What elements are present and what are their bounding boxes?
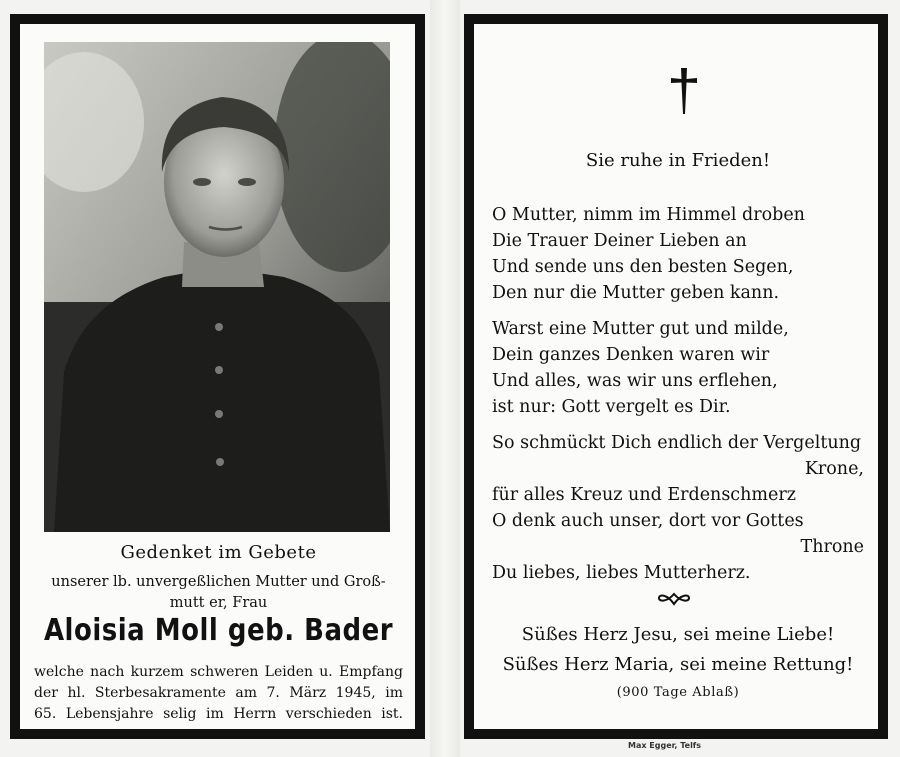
prayers: [492, 620, 864, 680]
printer-credit: Max Egger, Telfs: [628, 741, 702, 750]
death-line: der hl. Sterbesakramente am 7. März 1945, im: [34, 685, 403, 701]
prayer-line: Süßes Herz Jesu, sei meine Liebe!: [521, 624, 835, 645]
death-line: 65. Lebensjahre selig im Herrn verschieden ist.: [34, 706, 403, 722]
intro-line: unserer lb. unvergeßlichen Mutter und Groß-: [51, 574, 386, 590]
indulgence-note: (900 Tage Ablaß): [616, 685, 740, 700]
portrait-photo: [44, 42, 390, 532]
poem-line: So schmückt Dich endlich der Vergeltung: [492, 433, 862, 453]
intro-text: [34, 572, 403, 614]
poem-line: O denk auch unser, dort vor Gottes: [492, 511, 804, 531]
prayer-line: Süßes Herz Maria, sei meine Rettung!: [502, 654, 854, 675]
poem-stanza-2: [492, 316, 864, 420]
poem-line: Krone,: [804, 459, 864, 479]
rest-in-peace: Sie ruhe in Frieden!: [585, 150, 771, 171]
cross-icon: [664, 66, 704, 116]
poem-line: Und sende uns den besten Segen,: [492, 257, 794, 277]
poem-line: Dein ganzes Denken waren wir: [492, 345, 770, 365]
poem-line: Die Trauer Deiner Lieben an: [492, 231, 747, 251]
call-to-prayer: Gedenket im Gebete: [120, 542, 317, 563]
intro-line: mutt er, Frau: [169, 595, 268, 611]
death-notice: [34, 662, 403, 725]
poem-stanza-1: [492, 202, 864, 306]
poem-line: ist nur: Gott vergelt es Dir.: [492, 397, 731, 417]
memorial-card-back: [464, 14, 888, 739]
card-fold: [430, 0, 460, 757]
poem-line: Du liebes, liebes Mutterherz.: [492, 563, 751, 583]
poem-line: Den nur die Mutter geben kann.: [492, 283, 780, 303]
death-line: welche nach kurzem schweren Leiden u. Empfang: [34, 664, 403, 680]
poem-line: Und alles, was wir uns erflehen,: [492, 371, 778, 391]
poem-stanza-3: [492, 430, 864, 586]
poem-line: Throne: [800, 537, 864, 557]
memorial-card-front: [10, 14, 425, 739]
poem-line: O Mutter, nimm im Himmel droben: [492, 205, 805, 225]
ornament-icon: [657, 590, 691, 606]
poem-line: für alles Kreuz und Erdenschmerz: [492, 485, 796, 505]
deceased-name: Aloisia Moll geb. Bader: [43, 613, 394, 649]
poem-line: Warst eine Mutter gut und milde,: [492, 319, 789, 339]
